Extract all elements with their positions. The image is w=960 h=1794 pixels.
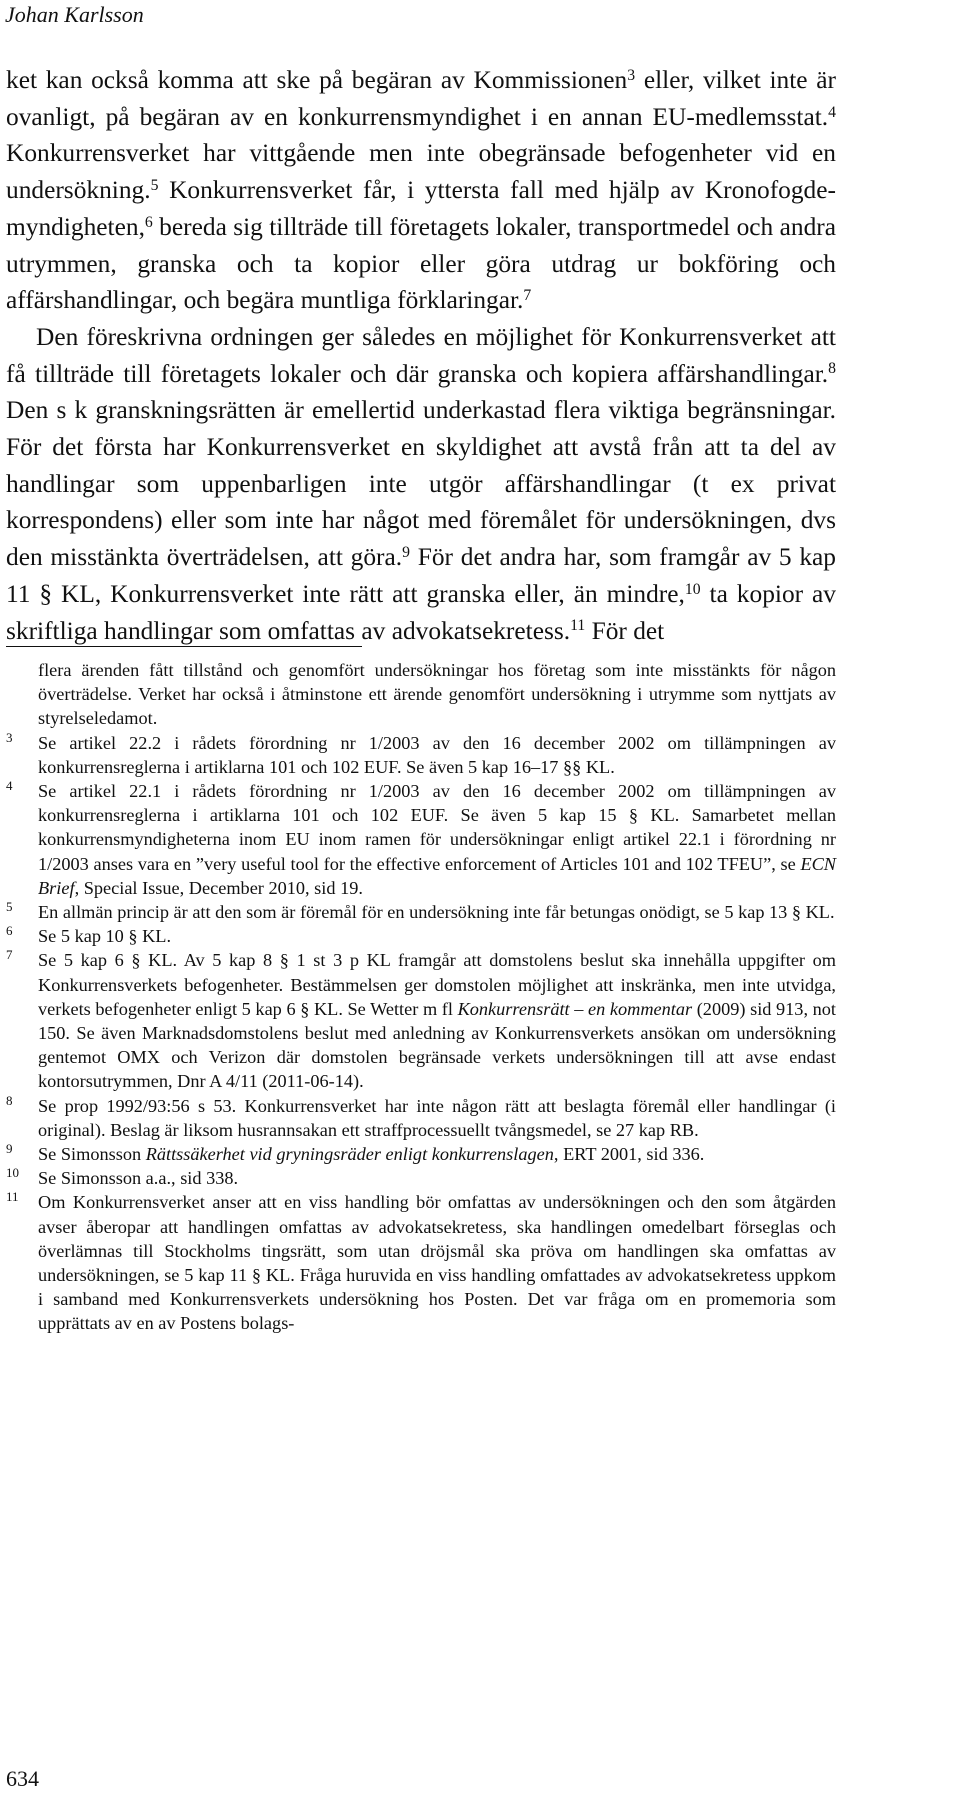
text-run: Se artikel 22.1 i rådets förordning nr 1/2003 av den 16 december 2002 om tillämpningen av konkurrensreglerna i artiklarna 101 och 102 EUF. Se även 5 kap 15 § KL. Samarbetet mellan konkurrensmyndigheterna inom EU inom ramen för undersökningar enligt artikel 22.1 i förordning nr 1/2003 anses vara en ”very useful tool for the effective enforcement of Articles 101 and 102 TFEU”, se: [38, 781, 836, 874]
footnote-6: [6, 924, 836, 948]
footnote-text: Se artikel 22.2 i rådets förordning nr 1/2003 av den 16 december 2002 om tillämpningen av konkurrensreglerna i artiklarna 101 och 102 EUF. Se även 5 kap 16–17 §§ KL.: [38, 732, 836, 777]
paragraph-1: [6, 62, 836, 319]
running-head-author: Johan Karlsson: [5, 2, 144, 27]
italic-title: Konkurrensrätt – en kommentar: [457, 998, 693, 1019]
footnote-ref-9[interactable]: 9: [402, 543, 411, 561]
footnote-3: [6, 731, 836, 779]
footnote-ref-11[interactable]: 11: [570, 617, 586, 635]
text-run: Konkurrensverket får, i yttersta fall med hjälp av Kronofogdemyndigheten,: [6, 176, 836, 241]
italic-title: Rättssäkerhet vid gryningsräder enligt konkurrenslagen: [145, 1144, 554, 1165]
text-run: För det: [585, 616, 665, 645]
text-run: (2009) sid 913, not 150. Se även Marknadsdomstolens beslut med anledning av Konkurrensverkets ansökan om undersökning gentemot OMX och Verizon där domstolen begränsade verkets undersökningen till att avse endast kontorsutrymmen, Dnr A 4/11 (2011-06-14).: [38, 998, 836, 1092]
text-run: ta kopior av skriftliga handlingar som omfattas av advokatsekretess.: [6, 579, 837, 645]
footnote-number: 8: [6, 1092, 13, 1108]
footnote-separator: [6, 646, 362, 647]
footnote-number: 9: [6, 1141, 13, 1157]
footnote-number: 6: [6, 923, 13, 939]
text-run: bereda sig tillträde till företagets lokaler, transportmedel och andra utrymmen, granska och ta kopior eller göra utdrag ur bokföring och affärshandlingar, och begära muntliga förklaringar.: [6, 212, 836, 315]
text-run: Konkurrensverket har vittgående men inte obegränsade befogenheter vid en undersökning.: [6, 139, 836, 205]
footnote-text: [38, 779, 836, 900]
text-run: Se Simonsson: [38, 1144, 146, 1165]
footnote-5: [6, 900, 836, 924]
footnote-ref-8[interactable]: 8: [828, 360, 836, 378]
footnote-ref-5[interactable]: 5: [150, 176, 159, 194]
footnote-number: 11: [6, 1189, 19, 1205]
footnote-text: Se Simonsson a.a., sid 338.: [38, 1168, 239, 1189]
footnote-ref-4[interactable]: 4: [828, 103, 836, 121]
footnote-text: flera ärenden fått tillstånd och genomfört undersökningar hos företag som inte misstänkts för någon överträdelse. Verket har också i åtminstone ett ärende genomfört undersökning i utrymme som nyttjats av styrelseledamot.: [38, 660, 836, 729]
footnote-text: [38, 1142, 836, 1166]
text-run: eller, vilket inte är ovanligt, på begäran av en konkurrensmyndighet i en annan EU-medlemsstat.: [6, 66, 836, 131]
text-run: Se 5 kap 6 § KL. Av 5 kap 8 § 1 st 3 p KL framgår att domstolens beslut ska innehålla uppgifter om Konkurrensverkets befogenheter. Bestämmelsen ger domstolen möjlighet att inskränka, men inte utvidga, verkets befogenheter enligt 5 kap 6 § KL. Se Wetter m fl: [38, 950, 836, 1019]
footnote-text: En allmän princip är att den som är föremål för en undersökning inte får betungas onödigt, se 5 kap 13 § KL.: [38, 902, 835, 923]
footnote-text: [38, 948, 836, 1093]
footnote-7: [6, 948, 836, 1093]
footnote-text: Om Konkurrensverket anser att en viss handling bör omfattas av undersökningen och den som åtgärden avser åberopar att handlingen omfattas av advokatsekretess, ska handlingen omedelbart förseglas och överlämnas till Stockholms tingsrätt, som utan dröjsmål ska pröva om handlingen ska omfattas av undersökningen, se 5 kap 11 § KL. Fråga huruvida en viss handling omfattades av advokatsekretess uppkom i samband med Konkurrensverkets undersökning hos Posten. Det var fråga om en promemoria som upprättats av en av Postens bolags-: [38, 1192, 836, 1334]
footnote-number: 7: [6, 947, 13, 963]
footnote-ref-7[interactable]: 7: [523, 287, 532, 305]
text-run: , ERT 2001, sid 336.: [553, 1144, 705, 1165]
body-text: [6, 62, 836, 649]
footnote-9: [6, 1142, 836, 1166]
footnote-ref-3[interactable]: 3: [627, 66, 636, 84]
text-run: ket kan också komma att ske på begäran av Kommissionen: [6, 66, 628, 94]
footnote-text: Se prop 1992/93:56 s 53. Konkurrensverket har inte någon rätt att beslagta föremål eller handlingar (i original). Beslag är liksom husrannsakan ett straffprocessuellt tvångsmedel, se 27 kap RB.: [38, 1095, 836, 1140]
footnote-4: [6, 779, 836, 900]
footnote-number: 4: [6, 778, 13, 794]
text-run: För det andra har, som framgår av 5 kap 11 § KL, Konkurrensverket inte rätt att granska eller, än mindre,: [6, 543, 836, 608]
footnote-continuation: [6, 658, 836, 731]
page-number: 634: [6, 1766, 39, 1791]
footnote-ref-6[interactable]: 6: [144, 213, 153, 231]
italic-title: ECN Brief: [38, 853, 836, 898]
text-run: , Special Issue, December 2010, sid 19.: [74, 877, 363, 898]
footnote-ref-10[interactable]: 10: [684, 580, 701, 598]
footnote-number: 10: [6, 1165, 19, 1181]
text-run: Den föreskrivna ordningen ger således en möjlighet för Konkurrensverket att få tillträde till företagets lokaler och där granska och kopiera affärshandlingar.: [6, 322, 836, 388]
footnote-number: 5: [6, 899, 13, 915]
footnote-8: [6, 1094, 836, 1142]
footnote-number: 3: [6, 729, 13, 745]
paragraph-2: [6, 319, 836, 649]
footnote-10: [6, 1166, 836, 1190]
text-run: Den s k granskningsrätten är emellertid underkastad flera viktiga begränsningar. För det första har Konkurrensverket en skyldighet att avstå från att ta del av handlingar som uppenbarligen inte utgör affärshandlingar (t ex privat korrespondens) eller som inte har något med föremålet för undersökningen, dvs den misstänkta överträdelsen, att göra.: [6, 396, 836, 572]
footnote-text: Se 5 kap 10 § KL.: [38, 926, 172, 947]
footnotes: [6, 658, 836, 1336]
footnote-11: [6, 1190, 836, 1335]
